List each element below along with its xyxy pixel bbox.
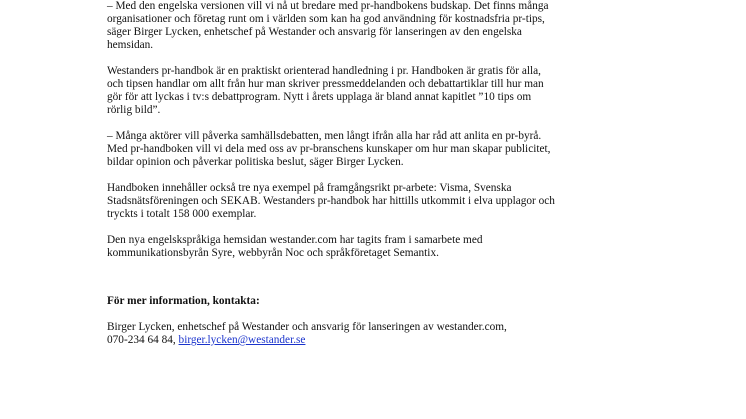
text-line: Westanders pr-handbok är en praktiskt orienterad handledning i pr. Handboken är gratis för alla, (107, 65, 541, 77)
text-line: Stadsnätsföreningen och SEKAB. Westanders pr-handbok har hittills utkommit i elva upplagor och (107, 195, 555, 207)
text-line: bildar opinion och påverkar politiska beslut, säger Birger Lycken. (107, 156, 404, 168)
paragraph-spacer (107, 308, 667, 321)
document-page (107, 0, 667, 347)
contact-details (107, 321, 667, 347)
contact-email-link[interactable]: birger.lycken@westander.se (178, 334, 306, 346)
text-line: Handboken innehåller också tre nya exempel på framgångsrikt pr-arbete: Visma, Svenska (107, 182, 512, 194)
paragraph-examples (107, 182, 667, 221)
contact-phone: 070-234 64 84, (107, 334, 179, 346)
paragraph-spacer (107, 52, 667, 65)
text-line: organisationer och företag runt om i världen som kan ha god användning för kostnadsfria pr-tips, (107, 13, 545, 25)
paragraph-handbook-description (107, 65, 667, 117)
paragraph-spacer (107, 221, 667, 234)
paragraph-second-quote (107, 130, 667, 169)
text-line: Den nya engelskspråkiga hemsidan westander.com har tagits fram i samarbete med (107, 234, 483, 246)
paragraph-spacer (107, 117, 667, 130)
text-line: tryckts i totalt 158 000 exemplar. (107, 208, 257, 220)
paragraph-intro-quote (107, 0, 667, 52)
paragraph-website-credits (107, 234, 667, 260)
text-line: och tipsen handlar om allt från hur man skriver pressmeddelanden och debattartiklar till hur man (107, 78, 544, 90)
text-line: – Många aktörer vill påverka samhällsdebatten, men långt ifrån alla har råd att anlita en pr-byrå. (107, 130, 542, 142)
contact-phone-email-line (107, 334, 667, 347)
text-line: säger Birger Lycken, enhetschef på Westander och ansvarig för lanseringen av den engelska (107, 26, 522, 38)
text-line: hemsidan. (107, 39, 154, 51)
contact-heading: För mer information, kontakta: (107, 295, 260, 307)
text-line: Med pr-handboken vill vi dela med oss av pr-branschens kunskaper om hur man skapar publicitet, (107, 143, 551, 155)
contact-name-line: Birger Lycken, enhetschef på Westander och ansvarig för lanseringen av westander.com, (107, 321, 507, 333)
text-line: – Med den engelska versionen vill vi nå ut bredare med pr-handbokens budskap. Det finns många (107, 0, 549, 12)
text-line: kommunikationsbyrån Syre, webbyrån Noc och språkföretaget Semantix. (107, 247, 439, 259)
paragraph-spacer (107, 169, 667, 182)
section-spacer (107, 260, 667, 295)
text-line: gör för att lyckas i tv:s debattprogram. Nytt i årets upplaga är bland annat kapitlet ”10 tips om (107, 91, 532, 103)
text-line: rörlig bild”. (107, 104, 161, 116)
